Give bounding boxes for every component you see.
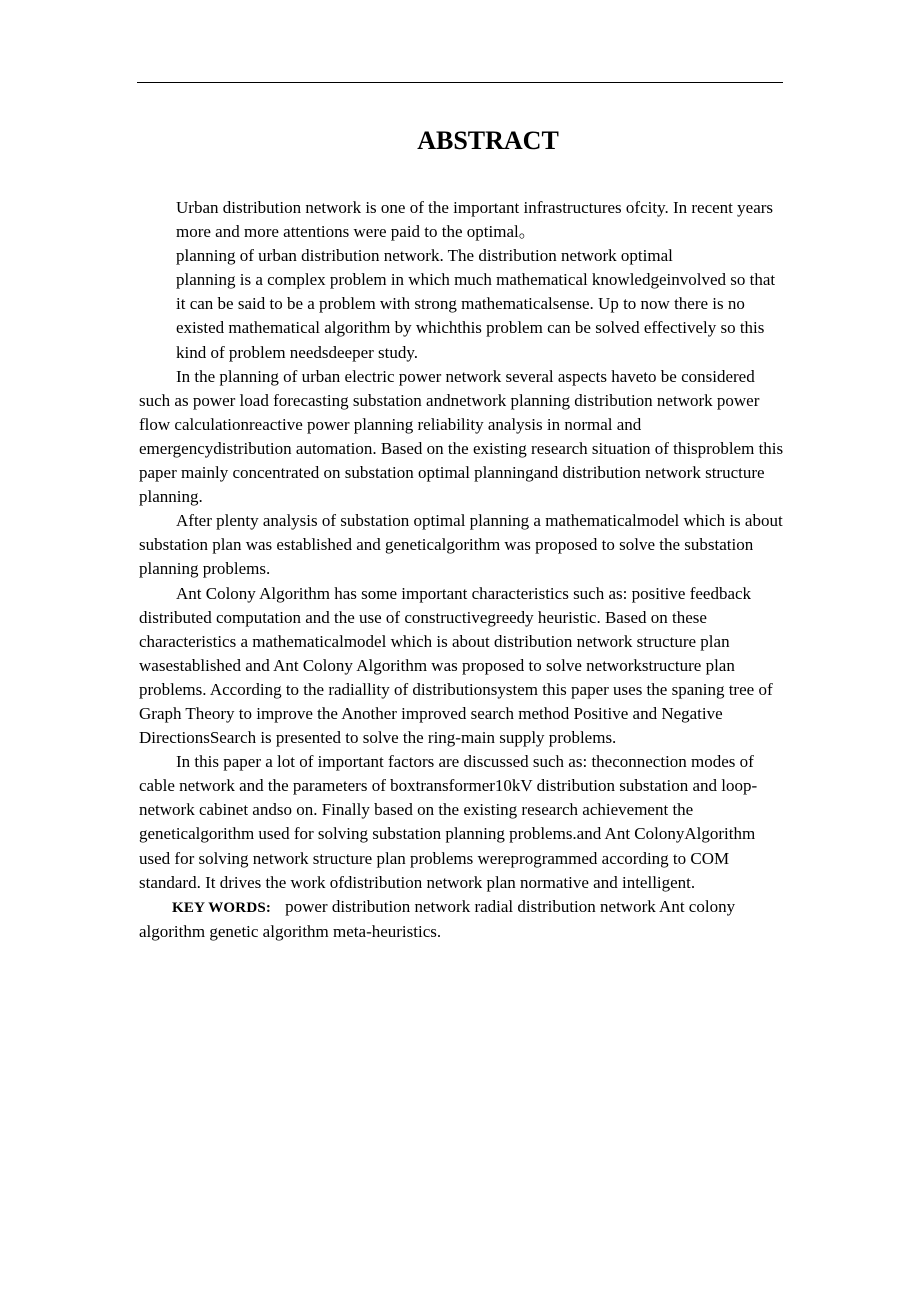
keywords-line — [139, 895, 785, 944]
paragraph-ant-colony: Ant Colony Algorithm has some important characteristics such as: positive feedback distributed computation and the use of constructivegreedy heuristic. Based on these characteristics a mathematicalmodel which is about distribution network structure plan wasestablished and Ant Colony Algorithm was proposed to solve networkstructure plan problems. According to the radiallity of distributionsystem this paper uses the spaning tree of Graph Theory to improve the Another improved search method Positive and Negative DirectionsSearch is presented to solve the ring-main supply problems. — [139, 583, 773, 748]
keywords-label: KEY WORDS: — [172, 899, 272, 916]
paragraph-substation-planning: After plenty analysis of substation optimal planning a mathematicalmodel which is about substation plan was established and geneticalgorithm was proposed to solve the substation planning problems. — [139, 511, 783, 579]
paragraph-intro-line-c: planning is a complex problem in which much mathematical knowledgeinvolved so that it can be said to be a problem with strong mathematicalsense. Up to now there is no existed mathematical algorithm by whichthis problem can be solved effectively so this kind of problem needsdeeper study. — [176, 270, 776, 362]
paragraph-intro — [139, 196, 785, 365]
paragraph-factors: In this paper a lot of important factors are discussed such as: theconnection modes of cable network and the parameters of boxtransformer10kV distribution substation and loop-network cabinet andso on. Finally based on the existing research achievement the geneticalgorithm used for solving substation planning problems.and Ant ColonyAlgorithm used for solving network structure plan problems wereprogrammed according to COM standard. It drives the work ofdistribution network plan normative and intelligent. — [139, 752, 758, 892]
paragraph-intro-line-a: Urban distribution network is one of the important infrastructures ofcity. In recent years more and more attentions were paid to the optimal。 — [176, 198, 774, 242]
paragraph-intro-line-b: planning of urban distribution network. The distribution network optimal — [176, 246, 673, 266]
abstract-body — [139, 196, 785, 944]
keywords-text: power distribution network radial distribution network Ant colony algorithm genetic algorithm meta-heuristics. — [139, 896, 736, 941]
abstract-title: ABSTRACT — [417, 126, 559, 155]
paragraph-planning-aspects: In the planning of urban electric power network several aspects haveto be considered such as power load forecasting substation andnetwork planning distribution network power flow calculationreactive power planning reliability analysis in normal and emergencydistribution automation. Based on the existing research situation of thisproblem this paper mainly concentrated on substation optimal planningand distribution network structure planning. — [139, 366, 784, 507]
header-rule — [137, 82, 783, 83]
